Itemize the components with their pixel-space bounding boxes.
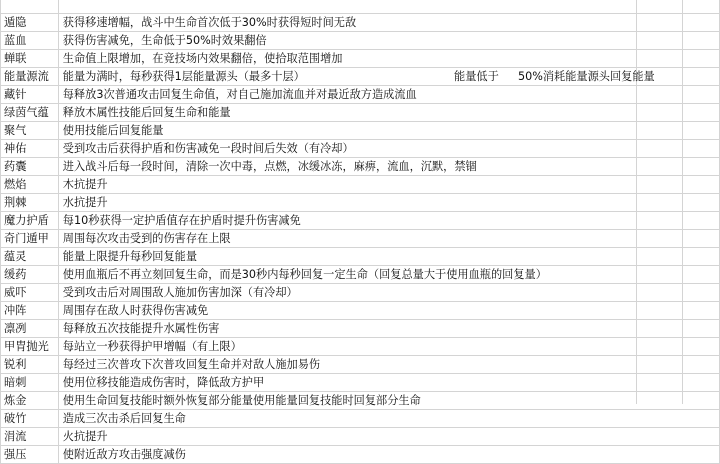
table-row: [1, 338, 720, 356]
talent-desc-cell[interactable]: [58, 302, 719, 320]
talent-name-cell[interactable]: 蕴灵: [1, 248, 59, 266]
talent-desc-text: 能量上限提升每秒回复能量: [62, 250, 198, 263]
energy-restore-cell[interactable]: 50%消耗能量源头回复能量: [518, 70, 655, 83]
table-row: [1, 86, 720, 104]
talent-name-cell[interactable]: 藏针: [1, 86, 59, 104]
table-row: [1, 284, 720, 302]
talent-name-cell[interactable]: 绿茵气蕴: [1, 104, 59, 122]
talent-desc-text: 能量为满时，每秒获得1层能量源头（最多十层）: [62, 70, 305, 83]
talent-desc-text: 使用生命回复技能时额外恢复部分能量使用能量回复技能时回复部分生命: [62, 394, 421, 407]
table-row: [1, 176, 720, 194]
table-row: [1, 158, 720, 176]
table-row: [1, 122, 720, 140]
talent-name-cell[interactable]: 荆棘: [1, 194, 59, 212]
table-row: [1, 446, 720, 464]
talent-desc-cell[interactable]: [58, 230, 719, 248]
talent-desc-text: 每释放五次技能提升水属性伤害: [62, 322, 220, 335]
talent-name-cell[interactable]: 奇门遁甲: [1, 230, 59, 248]
talent-name-cell[interactable]: [1, 0, 59, 14]
talent-desc-cell[interactable]: [58, 320, 719, 338]
talent-desc-text: 获得伤害减免，生命低于50%时效果翻倍: [62, 34, 267, 47]
talent-name-cell[interactable]: 炼金: [1, 392, 59, 410]
talent-name-cell[interactable]: 遁隐: [1, 14, 59, 32]
talent-desc-cell[interactable]: [58, 338, 719, 356]
talent-desc-cell[interactable]: [58, 176, 719, 194]
talent-name-cell[interactable]: 魔力护盾: [1, 212, 59, 230]
table-row: [1, 248, 720, 266]
talent-desc-text: 周围存在敌人时获得伤害减免: [62, 304, 209, 317]
table-row: [1, 212, 720, 230]
talent-desc-cell[interactable]: [58, 14, 719, 32]
table-row: [1, 266, 720, 284]
talent-name-cell[interactable]: 神佑: [1, 140, 59, 158]
talent-desc-text: 木抗提升: [62, 178, 108, 191]
column-divider: [682, 0, 683, 404]
talent-name-cell[interactable]: 威吓: [1, 284, 59, 302]
talent-desc-cell[interactable]: [58, 248, 719, 266]
energy-below-cell[interactable]: 能量低于: [454, 70, 499, 83]
talent-desc-text: 生命值上限增加，在竞技场内效果翻倍，使拾取范围增加: [62, 52, 343, 65]
talent-desc-text: 造成三次击杀后回复生命: [62, 412, 186, 425]
table-row: [1, 428, 720, 446]
talent-desc-text: 获得移速增幅，战斗中生命首次低于30%时获得短时间无敌: [62, 16, 357, 29]
talent-desc-cell[interactable]: [58, 122, 719, 140]
talent-desc-text: 每10秒获得一定护盾值存在护盾时提升伤害减免: [62, 214, 301, 227]
talent-desc-cell[interactable]: [58, 0, 719, 14]
talent-desc-cell[interactable]: [58, 140, 719, 158]
talent-desc-cell[interactable]: [58, 50, 719, 68]
table-row: [1, 230, 720, 248]
talent-desc-cell[interactable]: [58, 104, 719, 122]
column-divider: [636, 0, 637, 404]
table-row: [1, 392, 720, 410]
table-row: [1, 0, 720, 14]
table-row: [1, 356, 720, 374]
talent-desc-text: 使用位移技能造成伤害时，降低敌方护甲: [62, 376, 265, 389]
talent-desc-cell[interactable]: [58, 410, 719, 428]
talent-desc-text: 进入战斗后每一段时间，清除一次中毒，点燃，冰缓冰冻，麻痹，流血，沉默，禁锢: [62, 160, 477, 173]
talent-desc-cell[interactable]: [58, 392, 719, 410]
talent-name-cell[interactable]: 暗刺: [1, 374, 59, 392]
talent-name-cell[interactable]: 缓药: [1, 266, 59, 284]
talent-name-cell[interactable]: 燃焰: [1, 176, 59, 194]
talent-name-cell[interactable]: 能量源流: [1, 68, 59, 86]
talent-desc-text: 火抗提升: [62, 430, 108, 443]
talent-name-cell[interactable]: 蝉联: [1, 50, 59, 68]
talent-desc-text: 每经过三次普攻下次普攻回复生命并对敌人施加易伤: [62, 358, 321, 371]
talent-desc-text: 周围每次攻击受到的伤害存在上限: [62, 232, 231, 245]
talent-name-cell[interactable]: 蓝血: [1, 32, 59, 50]
talent-desc-cell[interactable]: [58, 284, 719, 302]
talent-desc-cell[interactable]: [58, 32, 719, 50]
talent-name-cell[interactable]: 锐利: [1, 356, 59, 374]
talent-desc-text: 使用血瓶后不再立刻回复生命，而是30秒内每秒回复一定生命（回复总量大于使用血瓶的回复量）: [62, 268, 547, 281]
table-row: [1, 374, 720, 392]
talent-desc-cell[interactable]: [58, 266, 719, 284]
table-row: [1, 302, 720, 320]
talent-name-cell[interactable]: 冲阵: [1, 302, 59, 320]
talent-name-cell[interactable]: 药囊: [1, 158, 59, 176]
talent-desc-text: 每站立一秒获得护甲增幅（有上限）: [62, 340, 242, 353]
table-row: [1, 194, 720, 212]
talent-name-cell[interactable]: 凛冽: [1, 320, 59, 338]
table-row: [1, 32, 720, 50]
talent-desc-cell[interactable]: [58, 356, 719, 374]
talent-name-cell[interactable]: 甲胄抛光: [1, 338, 59, 356]
talent-desc-cell[interactable]: [58, 86, 719, 104]
talent-desc-cell[interactable]: [58, 158, 719, 176]
table-row: [1, 140, 720, 158]
talent-desc-text: 每释放3次普通攻击回复生命值，对自己施加流血并对最近敌方造成流血: [62, 88, 417, 101]
talent-desc-text: 水抗提升: [62, 196, 108, 209]
talent-desc-cell[interactable]: [58, 374, 719, 392]
talent-name-cell[interactable]: 破竹: [1, 410, 59, 428]
table-row: [1, 104, 720, 122]
talent-desc-text: 受到攻击后获得护盾和伤害减免一段时间后失效（有冷却）: [62, 142, 354, 155]
table-row: [1, 410, 720, 428]
talent-desc-text: 受到攻击后对周围敌人施加伤害加深（有冷却）: [62, 286, 298, 299]
talent-desc-cell[interactable]: [58, 194, 719, 212]
table-row: [1, 14, 720, 32]
talent-desc-text: 使附近敌方攻击强度减伤: [62, 448, 186, 461]
talent-desc-cell[interactable]: [58, 446, 719, 464]
talent-desc-cell[interactable]: [58, 428, 719, 446]
talent-desc-text: 使用技能后回复能量: [62, 124, 164, 137]
table-row: [1, 50, 720, 68]
table-row: [1, 320, 720, 338]
talent-desc-cell[interactable]: [58, 212, 719, 230]
talent-name-cell[interactable]: 涓流: [1, 428, 59, 446]
talent-desc-text: 释放木属性技能后回复生命和能量: [62, 106, 231, 119]
talent-name-cell[interactable]: 聚气: [1, 122, 59, 140]
talent-name-cell[interactable]: 强压: [1, 446, 59, 464]
